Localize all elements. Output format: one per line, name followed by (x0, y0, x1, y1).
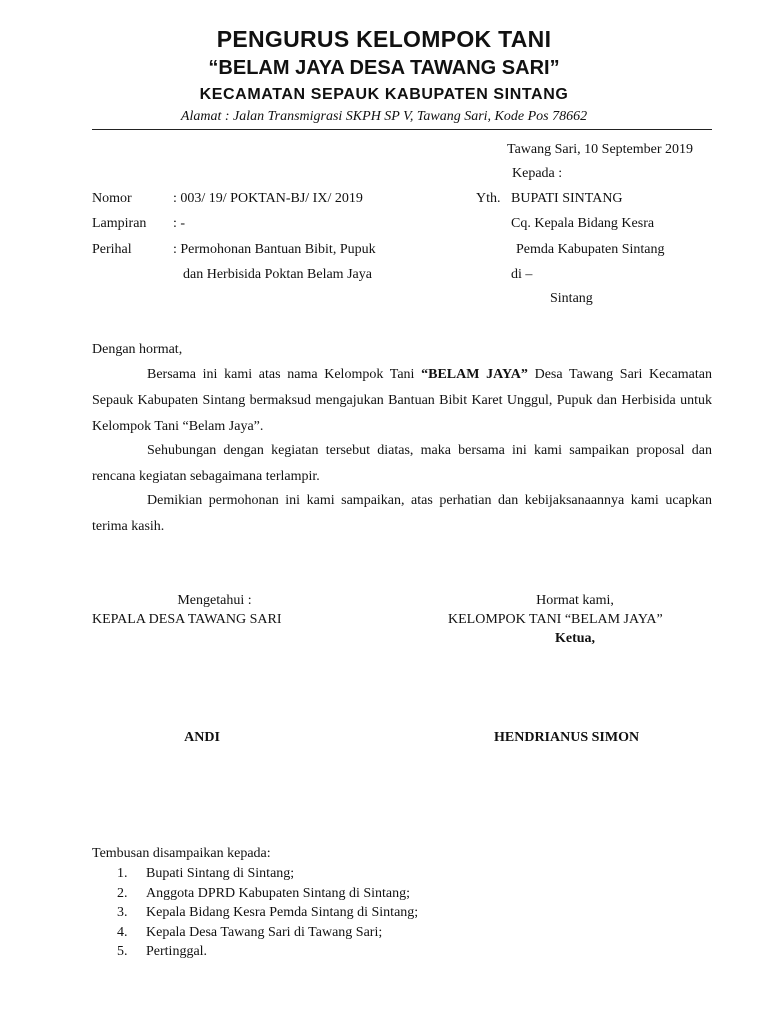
perihal-value-line1: : Permohonan Bantuan Bibit, Pupuk (173, 242, 376, 257)
lampiran-value: : - (173, 216, 186, 231)
list-item: 5. Pertinggal. (117, 944, 208, 959)
letterhead-address: Alamat : Jalan Transmigrasi SKPH SP V, Tawang Sari, Kode Pos 78662 (180, 109, 588, 124)
recipient-office: Pemda Kabupaten Sintang (516, 242, 665, 257)
list-item: 1. Bupati Sintang di Sintang; (117, 866, 295, 881)
letterhead-group-name: “BELAM JAYA DESA TAWANG SARI” (208, 57, 560, 79)
left-sign-title: KEPALA DESA TAWANG SARI (92, 612, 282, 627)
body-paragraph-2 (92, 438, 712, 490)
cc-heading: Tembusan disampaikan kepada: (92, 846, 271, 861)
letterhead-district: KECAMATAN SEPAUK KABUPATEN SINTANG (199, 86, 569, 103)
p1-text-a: Bersama ini kami atas nama Kelompok Tani (147, 367, 422, 382)
p1-text-b: Desa Tawang Sari Kecamatan Sepauk Kabupaten Sintang bermaksud mengajukan Bantuan Bibit Karet Unggul, Pupuk dan Herbisida untuk Kelompok Tani “Belam Jaya”. (92, 367, 712, 434)
nomor-value: : 003/ 19/ POKTAN-BJ/ IX/ 2019 (173, 191, 363, 206)
cc-list (117, 864, 418, 962)
right-sign-name: HENDRIANUS SIMON (494, 730, 640, 745)
nomor-label: Nomor (92, 191, 132, 206)
recipient-place: Sintang (550, 291, 593, 306)
list-item: 3. Kepala Bidang Kesra Pemda Sintang di Sintang; (117, 905, 419, 920)
body-paragraph-1 (92, 362, 712, 440)
right-sign-title: KELOMPOK TANI “BELAM JAYA” (448, 612, 663, 627)
left-sign-intro: Mengetahui : (177, 593, 252, 608)
letterhead-divider (92, 129, 712, 130)
body-paragraph-3 (92, 488, 712, 540)
recipient-cq: Cq. Kepala Bidang Kesra (511, 216, 655, 231)
p3-text: Demikian permohonan ini kami sampaikan, atas perhatian dan kebijaksanaannya kami ucapkan terima kasih. (92, 493, 712, 534)
list-item: 4. Kepala Desa Tawang Sari di Tawang Sari; (117, 924, 383, 940)
perihal-value-line2: dan Herbisida Poktan Belam Jaya (183, 267, 372, 282)
p2-text: Sehubungan dengan kegiatan tersebut diatas, maka bersama ini kami sampaikan proposal dan rencana kegiatan sebagaimana terlampir. (92, 443, 712, 484)
recipient-yth: Yth. (476, 191, 501, 206)
greeting: Dengan hormat, (92, 342, 183, 357)
lampiran-label: Lampiran (92, 216, 147, 231)
list-item: 2. Anggota DPRD Kabupaten Sintang di Sintang; (117, 885, 411, 901)
recipient-di: di – (511, 267, 533, 282)
recipient-name: BUPATI SINTANG (511, 191, 623, 206)
left-sign-name: ANDI (184, 730, 220, 745)
letter-date: Tawang Sari, 10 September 2019 (507, 142, 694, 157)
p1-group-name: “BELAM JAYA” (421, 367, 528, 382)
right-sign-intro: Hormat kami, (536, 593, 614, 608)
perihal-label: Perihal (92, 242, 132, 257)
letterhead-title: PENGURUS KELOMPOK TANI (216, 26, 552, 52)
right-sign-role: Ketua, (554, 631, 596, 646)
recipient-kepada: Kepada : (512, 166, 563, 181)
